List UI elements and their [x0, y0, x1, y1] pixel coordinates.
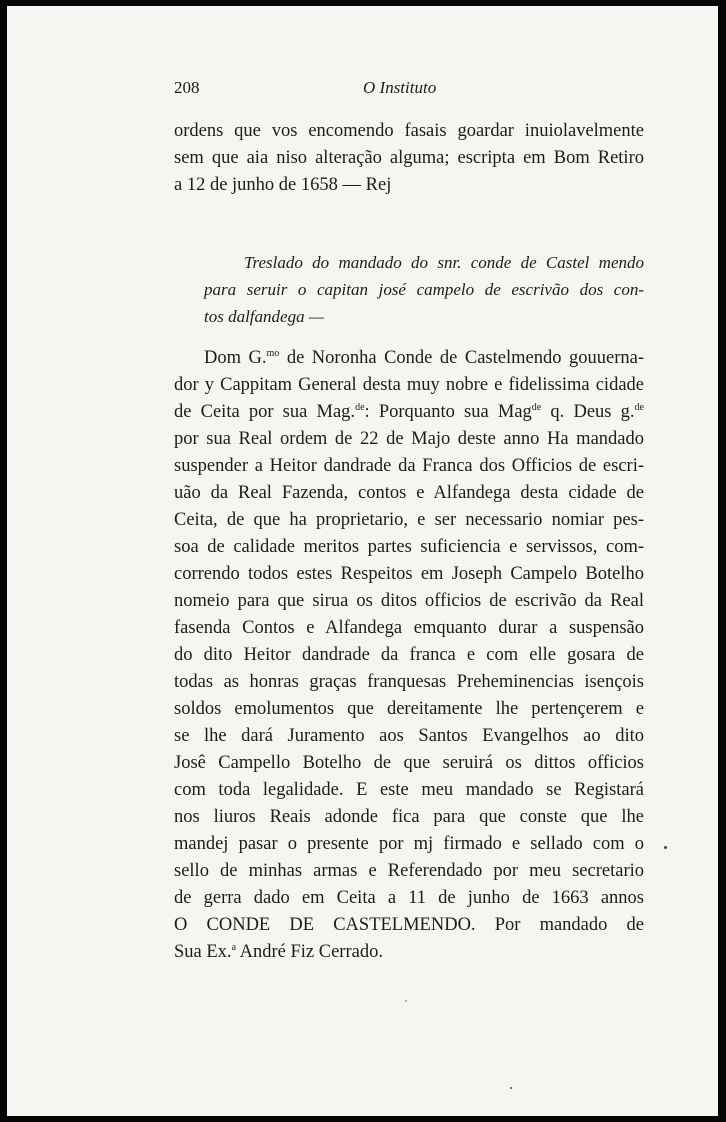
- text-line: Sua Ex.$^a$ André Fiz Cerrado.: [174, 942, 383, 962]
- text-line: do dito Heitor dandrade da franca e com elle gosara de: [174, 645, 644, 665]
- page-number: 208: [174, 78, 200, 97]
- paper-speck: [664, 846, 667, 849]
- text-line: nomeio para que sirua os ditos officios de escrivão da Real: [174, 591, 644, 611]
- text-line: de Ceita por sua Mag.$^{de}$: Porquanto sua Mag$^{de}$ q. Deus g.$^{de}$: [174, 402, 644, 422]
- text-line: com toda legalidade. E este meu mandado se Registará: [174, 780, 644, 800]
- text-line: Ceita, de que ha proprietario, e ser necessario nomiar pes-: [174, 510, 644, 530]
- text-line: nos liuros Reais adonde fica para que conste que lhe: [174, 807, 644, 827]
- text-line: Josê Campello Botelho de que seruirá os dittos officios: [174, 753, 644, 773]
- text-line: soldos emolumentos que dereitamente lhe pertençerem e: [174, 699, 644, 719]
- text-line: fasenda Contos e Alfandega emquanto durar a suspensão: [174, 618, 644, 638]
- text-line: dor y Cappitam General desta muy nobre e fidelissima cidade: [174, 375, 644, 395]
- heading-line: tos dalfandega —: [204, 307, 324, 326]
- text-line: se lhe dará Juramento aos Santos Evangelhos ao dito: [174, 726, 644, 746]
- text-line: Dom G.$^{mo}$ de Noronha Conde de Castelmendo gouuerna-: [204, 348, 644, 368]
- text-line: mandej pasar o presente por mj firmado e sellado com o: [174, 834, 644, 854]
- paper-speck: [510, 1087, 512, 1089]
- text-line: por sua Real ordem de 22 de Majo deste anno Ha mandado: [174, 429, 644, 449]
- paper-speck: [405, 1000, 407, 1002]
- heading-line: Treslado do mandado do snr. conde de Castel mendo: [244, 253, 644, 272]
- heading-line: para seruir o capitan josé campelo de escrivão dos con-: [204, 280, 644, 299]
- text-line: de gerra dado em Ceita a 11 de junho de 1663 annos: [174, 888, 644, 908]
- text-line: soa de calidade meritos partes suficiencia e servissos, com-: [174, 537, 644, 557]
- text-line: sem que aia niso alteração alguma; escripta em Bom Retiro: [174, 148, 644, 168]
- text-line: correndo todos estes Respeitos em Joseph Campelo Botelho: [174, 564, 644, 584]
- document-page: [174, 0, 644, 1110]
- running-title: O Instituto: [363, 78, 437, 97]
- text-line: O CONDE DE CASTELMENDO. Por mandado de: [174, 915, 644, 935]
- text-line: sello de minhas armas e Referendado por meu secretario: [174, 861, 644, 881]
- text-line: a 12 de junho de 1658 — Rej: [174, 175, 392, 195]
- text-line: todas as honras graças franquesas Preheminencias isençois: [174, 672, 644, 692]
- text-line: suspender a Heitor dandrade da Franca dos Officios de escri-: [174, 456, 644, 476]
- running-head: [174, 78, 644, 102]
- text-line: ordens que vos encomendo fasais goardar inuiolavelmente: [174, 121, 644, 141]
- text-line: uão da Real Fazenda, contos e Alfandega desta cidade de: [174, 483, 644, 503]
